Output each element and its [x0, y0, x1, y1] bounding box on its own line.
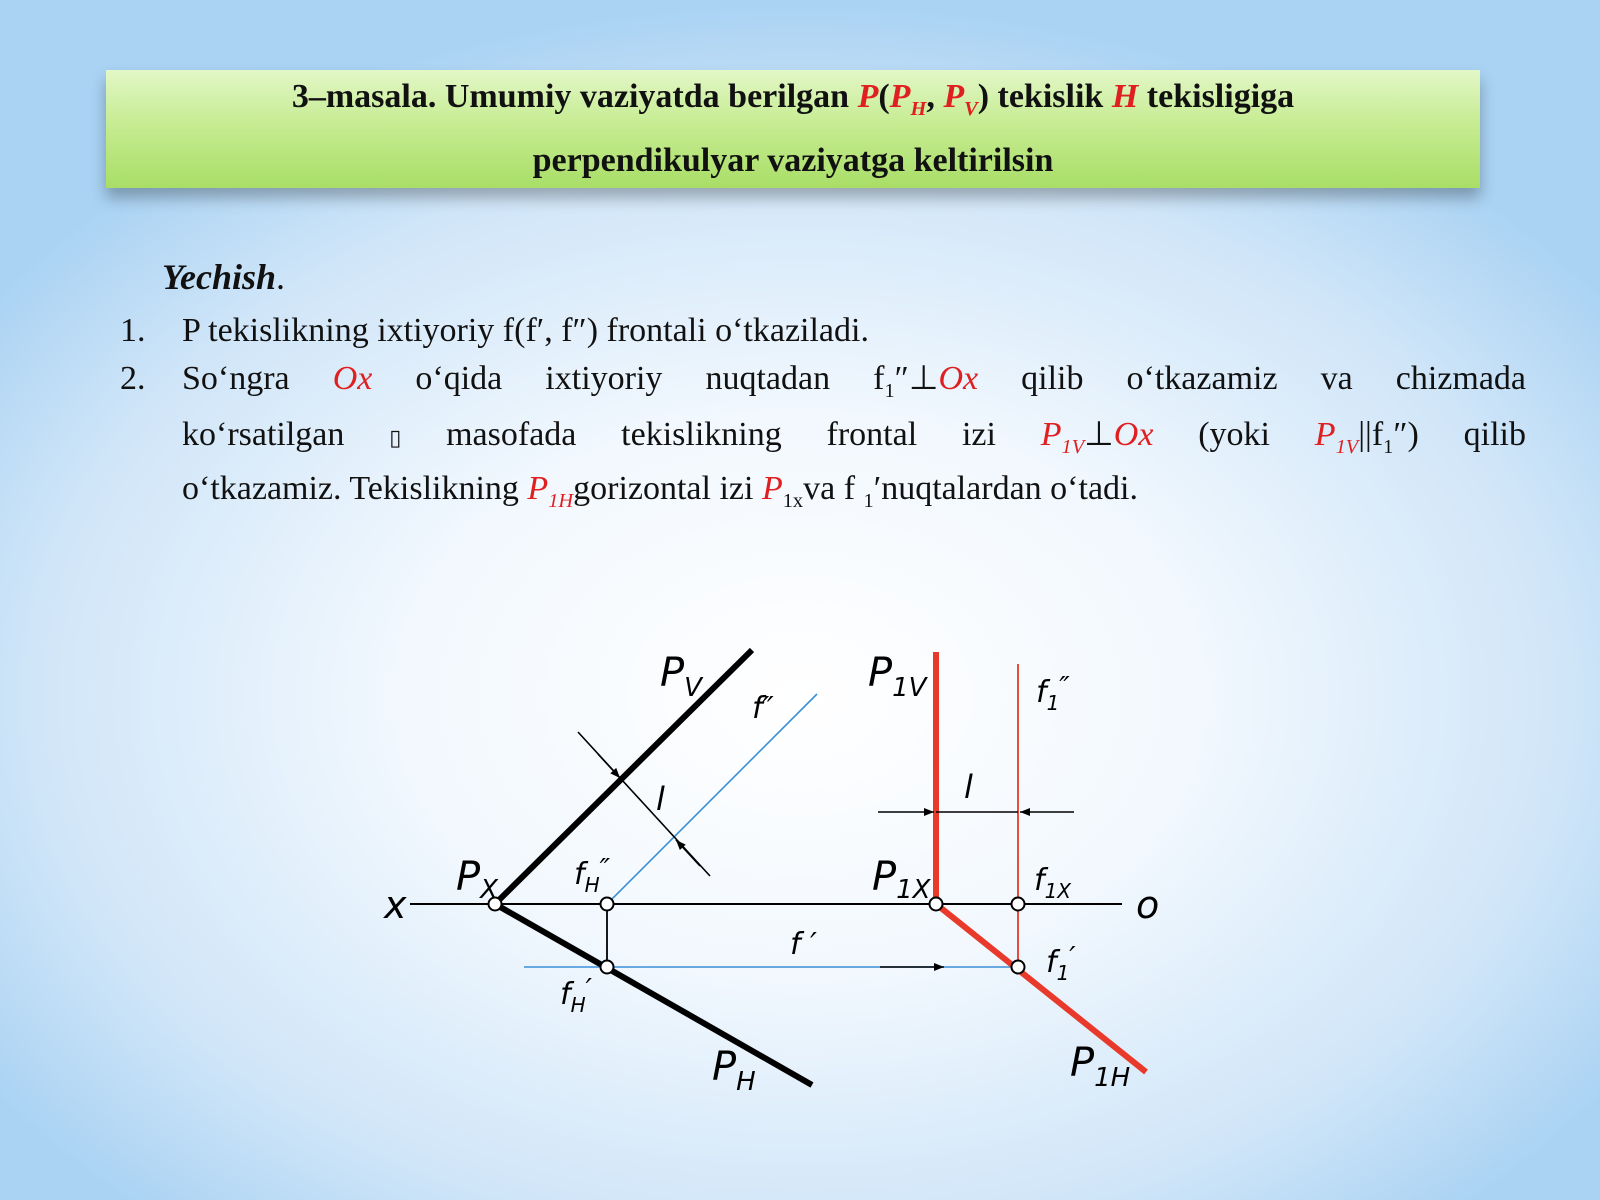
- f12-label: $f_1''$: [1036, 670, 1070, 715]
- l-arrow-2: [676, 840, 700, 866]
- x-axis-label: x: [384, 883, 407, 927]
- l2-label: l: [964, 768, 973, 806]
- f2-label: f″: [752, 691, 774, 726]
- p1h-label: $P_{1H}$: [1070, 1040, 1131, 1093]
- step-2-line-3: o‘tkazamiz. Tekislikning $P_{1H}gorizontal$ izi $P_{1x}va$ f $_1$′nuqtalardan o‘tadi.: [182, 470, 1138, 512]
- o-axis-label: o: [1136, 883, 1160, 927]
- f11-point: [1012, 961, 1025, 974]
- ph-trace: [495, 904, 812, 1085]
- title-line-1: 3–masala. Umumiy vaziyatda berilgan $P(P_H$, $P_V$) tekislik H tekisligiga: [291, 78, 1295, 120]
- solution-step-1: 1. P tekislikning ixtiyoriy f(f′, f″) frontali o‘tkaziladi.: [120, 312, 869, 349]
- p1v-label: $P_{1V}$: [868, 650, 927, 703]
- f1x-point: [1012, 898, 1025, 911]
- step-2-line-2: ko‘rsatilgan ▯ masofada tekislikning frontal izi $P_{1V}\perp Ox$ (yoki $P_{1V}||f_1''$) qilib: [182, 416, 1526, 458]
- f1-label: f ′: [790, 927, 817, 962]
- fh1-point: [601, 961, 614, 974]
- p1x-label: $P_{1X}$: [872, 854, 931, 905]
- step-2-line-1: So‘ngra Ox o‘qida ixtiyoriy nuqtadan $f_1''\perp Ox$ qilib o‘tkazamiz va chizmada: [182, 360, 1526, 402]
- p1h-trace: [936, 904, 1146, 1072]
- pv-trace: [495, 650, 752, 904]
- px-label: $P_X$: [456, 854, 498, 905]
- p1x-point: [930, 898, 943, 911]
- solution-heading: Yechish.: [162, 257, 286, 297]
- f11-label: $f_1'$: [1046, 940, 1076, 985]
- l-label: l: [656, 780, 665, 818]
- fh2-point: [601, 898, 614, 911]
- l-arrow-1: [598, 754, 620, 778]
- pv-label: $P_V$: [660, 650, 702, 703]
- f1x-label: $f_{1X}$: [1034, 863, 1071, 903]
- fh2-label: $f_H''$: [574, 852, 611, 897]
- fh1-label: $f_H'$: [560, 972, 592, 1017]
- ph-label: $P_H$: [712, 1044, 756, 1097]
- title-line-2: perpendikulyar vaziyatga keltirilsin: [532, 141, 1054, 179]
- solution-step-2: 2. So‘ngra Ox o‘qida ixtiyoriy nuqtadan $f_1''\perp Ox$ qilib o‘tkazamiz va chizmada ko‘rsatilgan ▯ masofada tekislikning frontal izi $P_{1V}\perp Ox$ (yoki $P_{1V}||f_1''$) qilib o‘tkazamiz. Tekislikning $P_{1H}gorizontal$ izi $P_{1x}va$ f $_1$′nuqtalardan o‘tadi.: [120, 356, 1526, 516]
